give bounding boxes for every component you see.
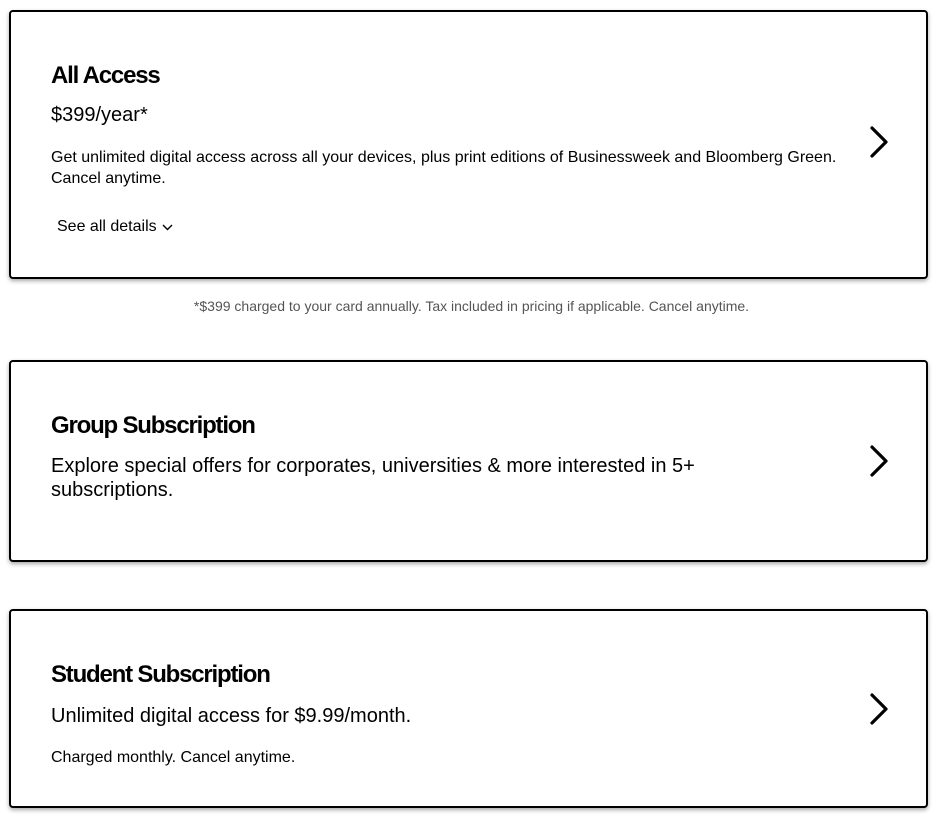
plan-title: Student Subscription (51, 661, 270, 688)
pricing-footnote: *$399 charged to your card annually. Tax included in pricing if applicable. Cancel anytime. (193, 298, 750, 314)
plan-title: All Access (51, 62, 160, 89)
chevron-right-icon[interactable] (868, 125, 890, 159)
chevron-down-icon (162, 224, 173, 231)
plan-description: Charged monthly. Cancel anytime. (51, 749, 296, 766)
plan-description: Get unlimited digital access across all your devices, plus print editions of Businessweek and Bloomberg Green. Cancel anytime. (51, 149, 837, 187)
plan-description: Explore special offers for corporates, universities & more interested in 5+ subscriptions. (51, 455, 695, 501)
plan-card-group-subscription[interactable] (9, 360, 928, 562)
see-all-details-label: See all details (57, 218, 157, 235)
see-all-details-toggle[interactable] (57, 217, 173, 237)
plan-price: Unlimited digital access for $9.99/month. (51, 705, 412, 727)
chevron-right-icon[interactable] (868, 692, 890, 726)
plan-price: $399/year* (51, 104, 148, 126)
plan-card-all-access[interactable] (9, 10, 928, 279)
plan-card-student-subscription[interactable] (9, 609, 928, 808)
plan-title: Group Subscription (51, 412, 255, 439)
chevron-right-icon[interactable] (868, 444, 890, 478)
